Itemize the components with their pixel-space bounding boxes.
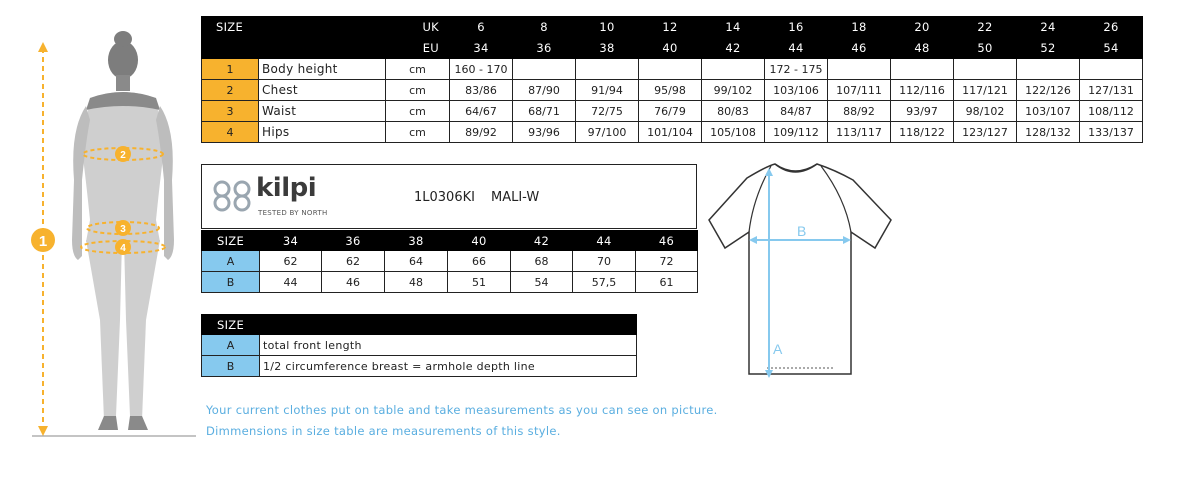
eu-size: 42 <box>702 38 765 59</box>
row-name: Waist <box>259 101 386 122</box>
eu-size: 44 <box>765 38 828 59</box>
table-cell <box>1080 59 1143 80</box>
table-cell: 46 <box>322 272 385 293</box>
table-cell: 72/75 <box>576 101 639 122</box>
table-cell: 93/96 <box>513 122 576 143</box>
row-number: 2 <box>202 80 259 101</box>
table-cell: 105/108 <box>702 122 765 143</box>
uk-size: 6 <box>450 17 513 38</box>
eu-size: 36 <box>322 231 385 251</box>
row-name: Hips <box>259 122 386 143</box>
eu-size: 40 <box>448 231 511 251</box>
table-cell: 108/112 <box>1080 101 1143 122</box>
table-cell: 84/87 <box>765 101 828 122</box>
eu-label: EU <box>386 38 450 59</box>
table-row-body-height <box>202 59 1143 80</box>
row-unit: cm <box>386 122 450 143</box>
eu-size: 34 <box>450 38 513 59</box>
body-figure-illustration <box>20 20 200 440</box>
uk-size: 8 <box>513 17 576 38</box>
product-model: MALI-W <box>491 190 540 205</box>
eu-size: 50 <box>954 38 1017 59</box>
table-cell: 64 <box>385 251 448 272</box>
eu-size: 46 <box>636 231 698 251</box>
table-row-hips <box>202 122 1143 143</box>
table-cell: 127/131 <box>1080 80 1143 101</box>
uk-label: UK <box>386 17 450 38</box>
table-cell: 128/132 <box>1017 122 1080 143</box>
tshirt-illustration <box>705 158 895 384</box>
uk-size: 12 <box>639 17 702 38</box>
marker-4-hips <box>115 239 131 255</box>
table-cell: 160 - 170 <box>450 59 513 80</box>
table-row-a <box>202 251 698 272</box>
table-cell: 66 <box>448 251 511 272</box>
table-cell: 72 <box>636 251 698 272</box>
table-cell: 113/117 <box>828 122 891 143</box>
uk-size: 18 <box>828 17 891 38</box>
eu-size: 38 <box>385 231 448 251</box>
row-unit: cm <box>386 101 450 122</box>
table-cell: 51 <box>448 272 511 293</box>
table-cell: 68/71 <box>513 101 576 122</box>
table-cell: 68 <box>511 251 573 272</box>
row-unit: cm <box>386 80 450 101</box>
measure-label-a: A <box>773 341 783 357</box>
table-cell: 103/107 <box>1017 101 1080 122</box>
row-number: 1 <box>202 59 259 80</box>
table-cell: 109/112 <box>765 122 828 143</box>
table-cell: 88/92 <box>828 101 891 122</box>
table-cell: 112/116 <box>891 80 954 101</box>
marker-1-height <box>31 228 55 252</box>
uk-size: 24 <box>1017 17 1080 38</box>
uk-size: 16 <box>765 17 828 38</box>
table-cell: 117/121 <box>954 80 1017 101</box>
eu-size-row <box>202 38 1143 59</box>
table-cell: 107/111 <box>828 80 891 101</box>
uk-size: 26 <box>1080 17 1143 38</box>
table-cell: 95/98 <box>639 80 702 101</box>
table-cell: 76/79 <box>639 101 702 122</box>
svg-text:3: 3 <box>120 224 126 235</box>
brand-tagline: TESTED BY NORTH <box>258 209 328 217</box>
table-cell: 122/126 <box>1017 80 1080 101</box>
table-cell: 99/102 <box>702 80 765 101</box>
measure-label-b: B <box>797 223 807 239</box>
table-cell: 93/97 <box>891 101 954 122</box>
eu-size: 54 <box>1080 38 1143 59</box>
row-number: 4 <box>202 122 259 143</box>
eu-size: 42 <box>511 231 573 251</box>
style-size-header-row <box>202 231 698 251</box>
eu-size: 46 <box>828 38 891 59</box>
brand-logo: kilpi <box>256 173 317 203</box>
main-size-table <box>201 16 1143 143</box>
row-unit: cm <box>386 59 450 80</box>
table-cell: 54 <box>511 272 573 293</box>
product-header <box>201 164 697 229</box>
table-cell: 89/92 <box>450 122 513 143</box>
table-cell: 61 <box>636 272 698 293</box>
uk-size-row <box>202 17 1143 38</box>
legend-description: 1/2 circumference breast = armhole depth line <box>260 356 637 377</box>
table-cell: 64/67 <box>450 101 513 122</box>
table-cell: 98/102 <box>954 101 1017 122</box>
table-cell: 57,5 <box>573 272 636 293</box>
table-cell: 101/104 <box>639 122 702 143</box>
table-cell: 103/106 <box>765 80 828 101</box>
legend-row-a <box>202 335 637 356</box>
svg-text:4: 4 <box>120 243 126 254</box>
size-header: SIZE <box>202 17 259 38</box>
table-cell <box>702 59 765 80</box>
table-cell: 97/100 <box>576 122 639 143</box>
instruction-note-2: Dimmensions in size table are measurements of this style. <box>206 424 561 438</box>
table-cell: 118/122 <box>891 122 954 143</box>
legend-row-b <box>202 356 637 377</box>
legend-header-row <box>202 315 637 335</box>
legend-table <box>201 314 637 377</box>
table-cell <box>576 59 639 80</box>
eu-size: 34 <box>260 231 322 251</box>
table-cell: 70 <box>573 251 636 272</box>
uk-size: 20 <box>891 17 954 38</box>
table-cell <box>513 59 576 80</box>
table-cell: 62 <box>322 251 385 272</box>
table-cell <box>891 59 954 80</box>
table-cell: 62 <box>260 251 322 272</box>
row-key: A <box>202 251 260 272</box>
table-cell: 44 <box>260 272 322 293</box>
table-cell: 91/94 <box>576 80 639 101</box>
row-name: Body height <box>259 59 386 80</box>
table-cell: 80/83 <box>702 101 765 122</box>
row-name: Chest <box>259 80 386 101</box>
table-cell: 133/137 <box>1080 122 1143 143</box>
uk-size: 22 <box>954 17 1017 38</box>
size-header: SIZE <box>202 315 260 335</box>
row-key: A <box>202 335 260 356</box>
eu-size: 40 <box>639 38 702 59</box>
table-cell: 123/127 <box>954 122 1017 143</box>
row-key: B <box>202 356 260 377</box>
table-cell <box>639 59 702 80</box>
product-code: 1L0306KI <box>414 190 475 205</box>
eu-size: 52 <box>1017 38 1080 59</box>
table-row-b <box>202 272 698 293</box>
uk-size: 14 <box>702 17 765 38</box>
size-header: SIZE <box>202 231 260 251</box>
instruction-note-1: Your current clothes put on table and take measurements as you can see on picture. <box>206 403 718 417</box>
table-cell: 83/86 <box>450 80 513 101</box>
table-cell: 87/90 <box>513 80 576 101</box>
table-cell: 172 - 175 <box>765 59 828 80</box>
table-cell <box>828 59 891 80</box>
eu-size: 36 <box>513 38 576 59</box>
eu-size: 44 <box>573 231 636 251</box>
table-row-chest <box>202 80 1143 101</box>
table-row-waist <box>202 101 1143 122</box>
svg-text:2: 2 <box>120 150 126 161</box>
row-number: 3 <box>202 101 259 122</box>
kilpi-knot-logo-icon <box>208 175 256 217</box>
legend-description: total front length <box>260 335 637 356</box>
svg-text:1: 1 <box>38 233 48 250</box>
eu-size: 38 <box>576 38 639 59</box>
marker-2-chest <box>115 146 131 162</box>
table-cell <box>954 59 1017 80</box>
row-key: B <box>202 272 260 293</box>
style-size-table <box>201 230 698 293</box>
marker-3-waist <box>115 220 131 236</box>
eu-size: 48 <box>891 38 954 59</box>
table-cell <box>1017 59 1080 80</box>
uk-size: 10 <box>576 17 639 38</box>
table-cell: 48 <box>385 272 448 293</box>
